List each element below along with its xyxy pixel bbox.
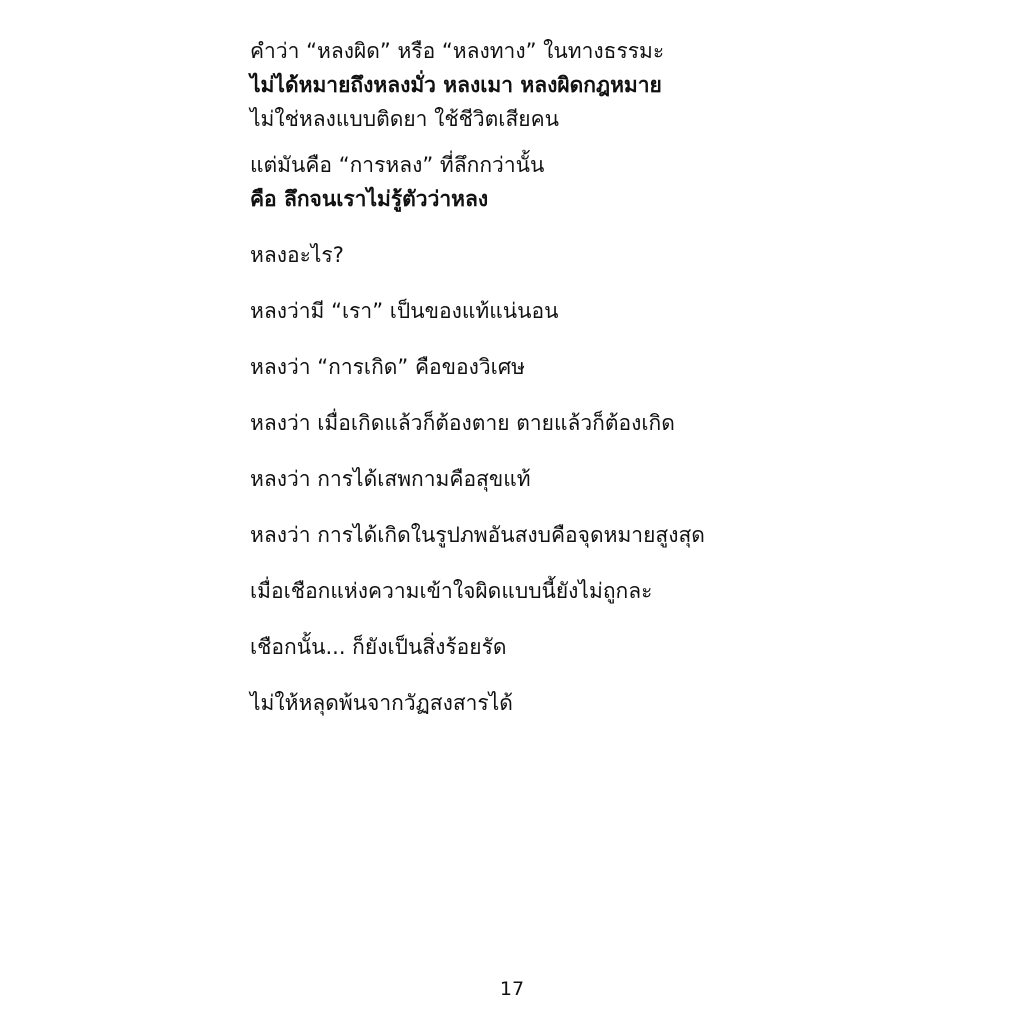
text-line: เชือกนั้น... ก็ยังเป็นสิ่งร้อยรัด	[250, 635, 507, 659]
page-number: 17	[499, 978, 525, 1000]
text-line: คำว่า “หลงผิด” หรือ “หลงทาง” ในทางธรรมะ	[250, 39, 665, 63]
text-line-bold: คือ ลึกจนเราไม่รู้ตัวว่าหลง	[250, 187, 489, 211]
text-line: ไม่ให้หลุดพ้นจากวัฏสงสารได้	[250, 691, 513, 715]
paragraph-delusion-self	[250, 294, 810, 328]
text-line: หลงอะไร?	[250, 243, 344, 267]
text-line: หลงว่า การได้เสพกามคือสุขแท้	[250, 467, 531, 491]
paragraph-samsara	[250, 686, 810, 720]
paragraph-1	[250, 34, 810, 136]
text-line: หลงว่า “การเกิด” คือของวิเศษ	[250, 355, 525, 379]
text-line: เมื่อเชือกแห่งความเข้าใจผิดแบบนี้ยังไม่ถูกละ	[250, 579, 653, 603]
text-line: หลงว่ามี “เรา” เป็นของแท้แน่นอน	[250, 299, 559, 323]
text-line: หลงว่า เมื่อเกิดแล้วก็ต้องตาย ตายแล้วก็ต้องเกิด	[250, 411, 675, 435]
paragraph-delusion-pleasure	[250, 462, 810, 496]
text-line-bold: ไม่ได้หมายถึงหลงมั่ว หลงเมา หลงผิดกฎหมาย	[250, 73, 662, 97]
text-line: หลงว่า การได้เกิดในรูปภพอันสงบคือจุดหมายสูงสุด	[250, 523, 705, 547]
paragraph-question	[250, 238, 810, 272]
text-line: แต่มันคือ “การหลง” ที่ลึกกว่านั้น	[250, 153, 545, 177]
paragraph-rope-binding	[250, 630, 810, 664]
paragraph-2	[250, 148, 810, 216]
paragraph-delusion-rebirth	[250, 518, 810, 552]
body-text	[250, 34, 810, 742]
paragraph-rope	[250, 574, 810, 608]
text-line: ไม่ใช่หลงแบบติดยา ใช้ชีวิตเสียคน	[250, 107, 560, 131]
paragraph-delusion-birth	[250, 350, 810, 384]
paragraph-delusion-cycle	[250, 406, 810, 440]
